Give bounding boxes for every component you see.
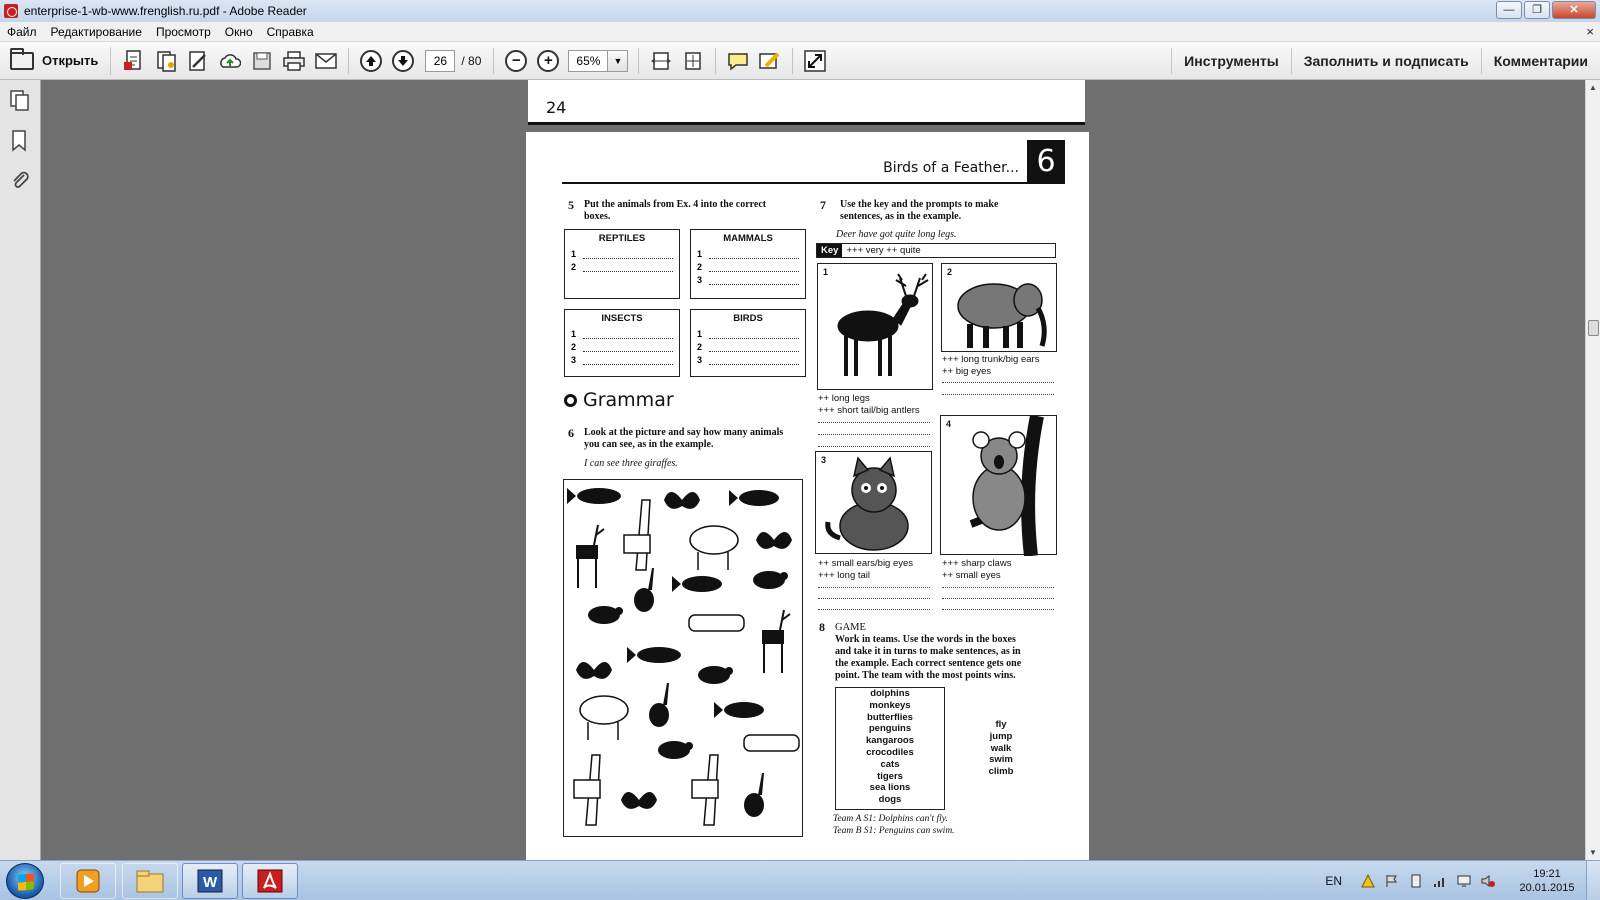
- prompt: ++ small ears/big eyes: [818, 558, 914, 569]
- key-text: +++ very ++ quite: [846, 245, 921, 256]
- box-label: REPTILES: [598, 233, 646, 244]
- zoom-out-button[interactable]: −: [505, 50, 527, 72]
- team-a-example: Team A S1: Dolphins can't fly.: [833, 814, 948, 824]
- ex8-text-3: the example. Each correct sentence gets one: [835, 658, 1022, 669]
- elephant-icon: [942, 264, 1058, 353]
- window-title: enterprise-1-wb-www.frenglish.ru.pdf - Adobe Reader: [24, 4, 307, 18]
- picture-number: 2: [947, 267, 953, 277]
- taskbar-media-player[interactable]: [60, 863, 116, 899]
- prompt: +++ sharp claws: [942, 558, 1012, 569]
- taskbar-word[interactable]: [182, 863, 238, 899]
- cloud-upload-icon[interactable]: [219, 50, 241, 72]
- menu-edit[interactable]: Редактирование: [50, 24, 142, 39]
- ex7-example: Deer have got quite long legs.: [836, 229, 957, 240]
- word: butterflies: [867, 711, 913, 723]
- answer-line[interactable]: [818, 446, 930, 447]
- box-label: MAMMALS: [723, 233, 773, 244]
- folder-icon: [135, 868, 165, 894]
- flag-icon[interactable]: [1385, 874, 1399, 888]
- toolbar-separator: [638, 48, 639, 74]
- picture-2: [941, 263, 1057, 352]
- page-number: 24: [546, 98, 567, 117]
- highlight-icon[interactable]: [759, 50, 781, 72]
- comment-icon[interactable]: [727, 50, 749, 72]
- koala-icon: [941, 416, 1058, 556]
- combine-files-icon[interactable]: [155, 50, 177, 72]
- picture-number: 4: [946, 419, 952, 429]
- comments-button[interactable]: Комментарии: [1481, 48, 1600, 74]
- navigation-pane: [0, 80, 41, 860]
- save-icon[interactable]: [251, 50, 273, 72]
- svg-text:W: W: [203, 874, 218, 891]
- toolbar-right: [1171, 42, 1600, 80]
- insects-box: [564, 309, 680, 377]
- answer-line[interactable]: [818, 587, 930, 588]
- answer-line[interactable]: 3: [571, 354, 673, 365]
- picture-number: 3: [821, 455, 827, 465]
- language-indicator[interactable]: EN: [1325, 874, 1342, 888]
- toolbar: [0, 42, 1600, 80]
- ex8-text-1: Work in teams. Use the words in the boxes: [835, 634, 1016, 645]
- vertical-scrollbar[interactable]: [1585, 80, 1600, 860]
- ex6-number: 6: [568, 426, 574, 440]
- start-button[interactable]: [6, 863, 44, 899]
- taskbar-explorer[interactable]: [122, 863, 178, 899]
- verb: swim: [989, 754, 1013, 766]
- tools-button[interactable]: Инструменты: [1171, 48, 1291, 74]
- deer-icon: [818, 264, 934, 391]
- ex7-number: 7: [820, 198, 826, 212]
- prompt: +++ short tail/big antlers: [818, 404, 920, 416]
- grammar-heading: [564, 389, 674, 411]
- window-controls: [1496, 1, 1596, 19]
- answer-line[interactable]: 2: [697, 341, 799, 352]
- chapter-title: Birds of a Feather...: [883, 160, 1019, 176]
- open-button[interactable]: [10, 47, 111, 75]
- fit-page-icon[interactable]: [682, 50, 704, 72]
- ex8-number: 8: [819, 620, 825, 634]
- answer-line[interactable]: 2: [571, 261, 673, 272]
- adobe-reader-icon: [256, 868, 284, 894]
- answer-line[interactable]: 3: [697, 274, 799, 285]
- chevron-down-icon[interactable]: ▼: [608, 50, 628, 72]
- word: dolphins: [870, 688, 910, 699]
- menu-file[interactable]: Файл: [7, 24, 37, 39]
- picture-number: 1: [823, 267, 829, 277]
- word: crocodiles: [866, 746, 914, 758]
- prompt: +++ long tail: [818, 569, 871, 581]
- box-label: INSECTS: [601, 313, 643, 324]
- folder-icon: [10, 52, 34, 70]
- fullscreen-icon[interactable]: [804, 50, 826, 72]
- scrollbar-thumb[interactable]: [1588, 320, 1599, 336]
- previous-page-button[interactable]: [360, 50, 382, 72]
- picture-4-prompts: [942, 558, 1011, 581]
- birds-box: [690, 309, 806, 377]
- word: tigers: [877, 770, 903, 782]
- word: penguins: [868, 723, 912, 735]
- title-bar: [0, 0, 1600, 22]
- taskbar-adobe-reader[interactable]: [242, 863, 298, 899]
- create-pdf-icon[interactable]: [123, 50, 145, 72]
- menu-window[interactable]: Окно: [224, 24, 253, 39]
- answer-line[interactable]: [942, 394, 1054, 395]
- answer-line[interactable]: 2: [571, 341, 673, 352]
- ex6-text-1: Look at the picture and say how many animals: [584, 427, 784, 438]
- toolbar-separator: [792, 48, 793, 74]
- zoom-in-button[interactable]: +: [537, 50, 559, 72]
- prompt: +++ long trunk/big ears: [942, 354, 1040, 365]
- word: dogs: [878, 794, 902, 806]
- verb: fly: [995, 719, 1007, 730]
- team-b-example: Team B S1: Penguins can swim.: [833, 826, 955, 836]
- grammar-label: Grammar: [583, 389, 674, 411]
- ex6-example: I can see three giraffes.: [584, 458, 678, 469]
- open-label: Открыть: [42, 53, 99, 68]
- menu-view[interactable]: Просмотр: [155, 24, 211, 39]
- picture-3: [815, 451, 932, 554]
- menu-bar: [0, 22, 1600, 42]
- animals-illustration-icon: [564, 480, 803, 837]
- clock-time: 19:21: [1533, 868, 1561, 880]
- fit-width-icon[interactable]: [650, 50, 672, 72]
- show-desktop-button[interactable]: [1586, 861, 1600, 900]
- answer-line[interactable]: 1: [697, 328, 799, 339]
- verbs-list: [981, 719, 1021, 778]
- edit-pdf-icon[interactable]: [187, 50, 209, 72]
- network-icon[interactable]: [1433, 874, 1447, 888]
- device-icon[interactable]: [1409, 874, 1423, 888]
- answer-line[interactable]: [818, 434, 930, 435]
- ex5-text-2: boxes.: [584, 211, 611, 222]
- answer-line[interactable]: 2: [697, 261, 799, 272]
- answer-line[interactable]: [942, 598, 1054, 599]
- verb: climb: [988, 766, 1014, 778]
- animals-picture: [563, 479, 803, 837]
- answer-line[interactable]: 1: [697, 248, 799, 259]
- mammals-box: [690, 229, 806, 299]
- volume-muted-icon[interactable]: [1481, 874, 1495, 888]
- word: cats: [880, 758, 900, 770]
- restore-button[interactable]: ❐: [1524, 1, 1550, 19]
- picture-4: [940, 415, 1057, 555]
- ex5-text-1: Put the animals from Ex. 4 into the correct: [584, 199, 767, 210]
- answer-line[interactable]: 3: [697, 354, 799, 365]
- document-close-button[interactable]: ×: [1586, 24, 1594, 39]
- pdf-page: [526, 132, 1089, 860]
- document-view[interactable]: [41, 80, 1585, 860]
- next-page-button[interactable]: [392, 50, 414, 72]
- key-label: Key: [817, 244, 842, 257]
- scroll-down-icon[interactable]: ▼: [1589, 848, 1597, 857]
- prompt: ++ small eyes: [942, 569, 1001, 581]
- previous-page: [528, 80, 1085, 125]
- clock[interactable]: [1508, 867, 1586, 895]
- page-thumbnails-icon[interactable]: [10, 90, 30, 112]
- scroll-up-icon[interactable]: ▲: [1589, 83, 1597, 92]
- answer-line[interactable]: [942, 609, 1054, 610]
- attachments-icon[interactable]: [10, 170, 30, 192]
- cat-icon: [816, 452, 933, 555]
- header-rule: [562, 182, 1032, 184]
- page-total: / 80: [461, 53, 482, 68]
- toolbar-separator: [715, 48, 716, 74]
- toolbar-separator: [348, 48, 349, 74]
- word: monkeys: [869, 699, 911, 711]
- prompt: ++ long legs: [818, 393, 870, 404]
- key-bar: [816, 243, 1056, 258]
- taskbar: [0, 860, 1600, 900]
- picture-2-prompts: [942, 354, 1039, 377]
- ex8-text-2: and take it in turns to make sentences, as in: [835, 646, 1021, 657]
- adobe-reader-icon: [4, 4, 18, 18]
- menu-help[interactable]: Справка: [266, 24, 314, 39]
- answer-line[interactable]: 1: [571, 328, 673, 339]
- picture-3-prompts: [818, 558, 913, 581]
- page-number-input[interactable]: 26: [425, 50, 455, 72]
- ex7-text-2: sentences, as in the example.: [840, 211, 962, 222]
- display-icon[interactable]: [1457, 874, 1471, 888]
- zoom-dropdown[interactable]: [568, 50, 628, 72]
- action-center-icon[interactable]: [1361, 874, 1375, 888]
- prompt: ++ big eyes: [942, 365, 992, 377]
- animals-word-box: [835, 687, 945, 810]
- word: sea lions: [869, 782, 911, 794]
- system-tray: [1325, 861, 1600, 900]
- bookmarks-icon[interactable]: [10, 130, 30, 152]
- picture-1-prompts: [818, 393, 920, 416]
- chapter-number: 6: [1027, 140, 1065, 184]
- word: kangaroos: [865, 735, 915, 747]
- minimize-button[interactable]: —: [1496, 1, 1522, 19]
- word-icon: [196, 868, 224, 894]
- answer-line[interactable]: [818, 598, 930, 599]
- verb: walk: [990, 742, 1012, 754]
- verb: jump: [989, 730, 1013, 742]
- bullet-icon: [564, 394, 577, 407]
- clock-date: 20.01.2015: [1519, 882, 1575, 894]
- answer-line[interactable]: [942, 587, 1054, 588]
- toolbar-separator: [493, 48, 494, 74]
- zoom-value[interactable]: 65%: [568, 50, 608, 72]
- answer-line[interactable]: [942, 382, 1054, 383]
- ex8-text-4: point. The team with the most points wins.: [835, 670, 1016, 681]
- answer-line[interactable]: [818, 609, 930, 610]
- ex8-title: GAME: [835, 622, 866, 633]
- answer-line[interactable]: 1: [571, 248, 673, 259]
- ex6-text-2: you can see, as in the example.: [584, 439, 714, 450]
- ex7-text-1: Use the key and the prompts to make: [840, 199, 999, 210]
- box-label: BIRDS: [733, 313, 763, 324]
- print-icon[interactable]: [283, 50, 305, 72]
- picture-1: [817, 263, 933, 390]
- fill-sign-button[interactable]: Заполнить и подписать: [1291, 48, 1481, 74]
- email-icon[interactable]: [315, 50, 337, 72]
- media-player-icon: [75, 868, 101, 894]
- ex5-number: 5: [568, 198, 574, 212]
- reptiles-box: [564, 229, 680, 299]
- close-button[interactable]: ✕: [1552, 1, 1596, 19]
- answer-line[interactable]: [818, 422, 930, 423]
